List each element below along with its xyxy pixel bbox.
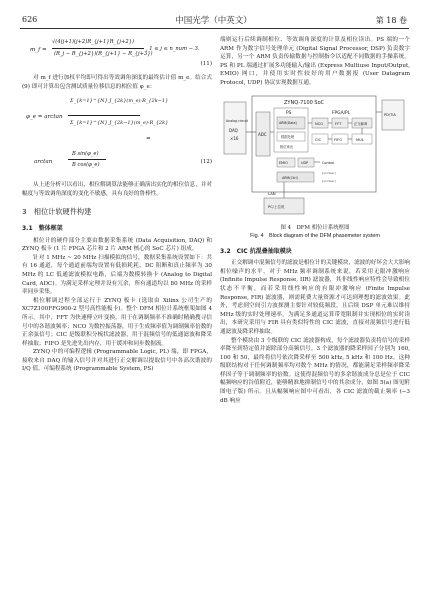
page-number: 626 [22, 15, 38, 24]
page-header [16, 13, 411, 27]
eq12-bottom-bar [68, 159, 106, 160]
eq11-fraction-bar [52, 48, 144, 49]
control-label: Control [322, 160, 335, 165]
pc-label: PC/上位机 [268, 204, 285, 209]
dsp-label: 数据处理 [281, 134, 295, 139]
fft-label: FFT [335, 121, 342, 126]
journal-title: 中国光学（中英文） [175, 16, 252, 26]
equation-12 [22, 95, 212, 179]
daq-label: DAQ [229, 127, 238, 133]
subsection-3-1: 3.1 整体框架 [22, 224, 63, 232]
fifo-label: FIFO [334, 137, 343, 142]
para-ps: 端则运行后续调制相位、等效调角深度的计算及相位读出。PS 端的一个 ARM 作为数字信号处理单元 (Digital Signal Processor, DSP) 负责数字运算，另一个 ARM 负责传输数据与控制指令以适配不同数据的手操系统。PS 和 PL 端通过扩展多功能输入/输出 (Express Multiuse Input/Output, EMIO) 网口，并使用实时性较好的用户数据报 (User Datagram Protocol, UDP) 协议实现数据互通。 [220, 37, 410, 86]
demod-label: 正交解调 [354, 121, 368, 126]
eq11-lhs: m_f = [30, 47, 47, 53]
ps-label: PS [286, 110, 292, 116]
cic-label: CIC [315, 137, 322, 142]
eq12-bottom-denominator: B cos(φ_e) [72, 162, 100, 169]
eq11-denominator: (R_j − R_{j+2})(R_{j+1} − R_{j+3}) [54, 51, 153, 57]
mul-label: MUL [356, 137, 364, 142]
analog-label: Analog circuit [226, 118, 248, 123]
udp-label: UDP [301, 160, 309, 165]
arm-data-label: ARM(Data) [279, 120, 297, 125]
eq12-top-denominator: Σ_{k=1}^{N} J_{2k−1}(m_e)·R_{2k} [70, 120, 169, 127]
eq11-numerator: √(4(j+1)(j+2)R_{j+1}R_{j+2}) [52, 39, 134, 45]
arm-ctrl-label: ARM(Ctrl) [282, 175, 298, 180]
fpga-label: FPGA/PL [332, 110, 351, 116]
eq11-number: (11) [200, 61, 212, 67]
emio-label: EMIO [279, 160, 288, 165]
para-cic-intro: 正交解调中混频信号的滤波是相位计的关键模块，滤波的好坏会大大影响相位噪声的水平，对于 MHz 频率调制系统来说，若采用无限冲激响应 (Infinite Impulse Response, IIR) 滤波器，其非线性响应特性会导致相位状态不平衡，而若采用线性响应的有限冲激响应 (Finite Impulse Response, FIR) 滤波器，则需耗费大量资源才可达到理想的滤波效果。此外，考虑到空间引力波探测主要针对较低频段，且后续 DSP 单元难以维持 MHz 级的实时处理速率，为满足多通道运算带宽限制并实现相位的实时读出，本研究采用与 FIR 具有类似特性的 CIC 滤波，直接对混频信号进行低通滤波及降采样抽取。 [220, 260, 411, 335]
eq12-lhs2: arctan [34, 159, 53, 166]
phase-readout-label: 相位读出 [280, 144, 294, 149]
para-robustness: 从上述分析可以看出，相位解调算法能够正确演出实化的相位信息，并对幅度与等效调角深度的变化不敏感，具有良好的鲁棒性。 [22, 182, 213, 197]
unclear-label-1: [unclear] [322, 170, 336, 175]
header-rule [20, 28, 409, 29]
eq12-bottom-numerator: B sin(φ_e) [72, 151, 99, 158]
eq12-top-numerator: Σ_{k=1}^{N} J_{2k}(m_e)·R_{2k−1} [70, 98, 169, 105]
eq12-equals: = [146, 136, 151, 143]
para-pl: ZYNQ 中的可编程逻辑 (Programmable Logic, PL) 端，即 FPGA，接收来自 DAQ 的输入信号并对其进行正交解调以提取信号中各高次谐波的 I/Q 值。可编程系统 (Programmable System, PS) [22, 349, 212, 373]
figure-caption-cn: 图 4 DFM 相位计系统框图 [280, 224, 350, 231]
section-title-3: 3 相位计软硬件构建 [22, 207, 92, 217]
channel-count: ×16 [230, 135, 239, 141]
pd-tia-label: PD/TIA [384, 112, 396, 117]
figure-caption-en: Fig. 4 Block diagram of the DFM phasemeter system [250, 232, 380, 239]
left-column [22, 36, 212, 374]
nco-label: NCO [315, 121, 324, 126]
block-diagram-svg [220, 92, 410, 224]
eq12-lhs: φ_e = arctan [26, 114, 63, 121]
subsection-3-2: 3.2 CIC 抗混叠抽取模块 [220, 247, 292, 255]
zynq-label: ZYNQ-7100 SoC [284, 99, 325, 106]
para-hardware: 相位计的硬件部分主要由数据采集系统 (Data Acquisition, DAQ) 和 ZYNQ 板卡 (1 片 FPGA 芯片和 2 片 ARM 核心的 SoC 芯片) 组成。 [22, 237, 212, 253]
right-column [220, 36, 410, 405]
unclear-label-2: [unclear] [322, 178, 336, 183]
eq11-condition: , 1 ≤ j ≤ n_num − 3. [146, 46, 200, 52]
para-cic-cascade: 整个模块由 3 个级联的 CIC 滤波器构成，每个滤波器负责将信号的采样率降至到特定值并滤除部分高频信号。3 个滤波器的降采样因子分别为 160, 100 和 50，最终将信号依次降采样至 500 kHz, 5 kHz 和 100 Hz。这种级联结构对于任何调制频率均对数个 MHz 的情况，都能满足采样频率降采样因子等于调制频率的倍数。这使得混频信号的多余谐波成分总是位于 CIC 幅频响应的谷值附近，能够精准地抑制信号中的其余成分，如图 5(a) 图见附图电子版) 所示。且从幅频响应图中可看出，各 CIC 滤波的截止频率 (−3 dB 响应 [220, 337, 410, 404]
eq12-top-bar [68, 115, 140, 116]
figure-4-block-diagram [220, 92, 410, 224]
equation-11 [22, 36, 212, 66]
lan-label: LAN [268, 190, 276, 196]
para-daq: 针对 1 MHz ~ 20 MHz 扫描模拟的信号，数据采集系统设置如下：共有 16 通道，每个通道前端均设置有低损耗耗、DC 阻断和真止频率为 30 MHz 的 LC 低通滤波模拟电路，后端为数模转换卡 (Analog to Digital Card, ADC)。为满足采样定理并设有冗余，所有通道均以 80 MHz 的采样率同步采集。 [22, 254, 212, 296]
volume-label: 第 18 卷 [375, 16, 407, 25]
para-zynq: 相位解调过程全部运行于 ZYNQ 板卡 (选取由 Xilinx 公司生产的 XC7Z100FFG900-2 型号高性能板卡)。整个 DFM 相位计系统框架如图 4 所示。其中，FFT 为快速傅立叶变换，用于在调制频率不准确时精确搜寻信号中的各谐波频率；NCO 为数控振荡器，用于生成频率值为调制频率倍数的正余弦信号；CIC 是级联积分梳状滤波器，用于混频信号的低通滤波和降采样抽取；FIFO 是先进先出内存，用于缓冲和同步数据流。 [22, 297, 212, 347]
adc-label: ADC [258, 131, 267, 137]
para-weighted-average: 对 m_f 进行加权平均即可得出等效调角深度的最终估计值 m_e。结合式 (9) 即可计算出包含测试质量位移信息的相位值 φ_e： [22, 75, 212, 90]
eq12-number: (12) [200, 159, 212, 166]
